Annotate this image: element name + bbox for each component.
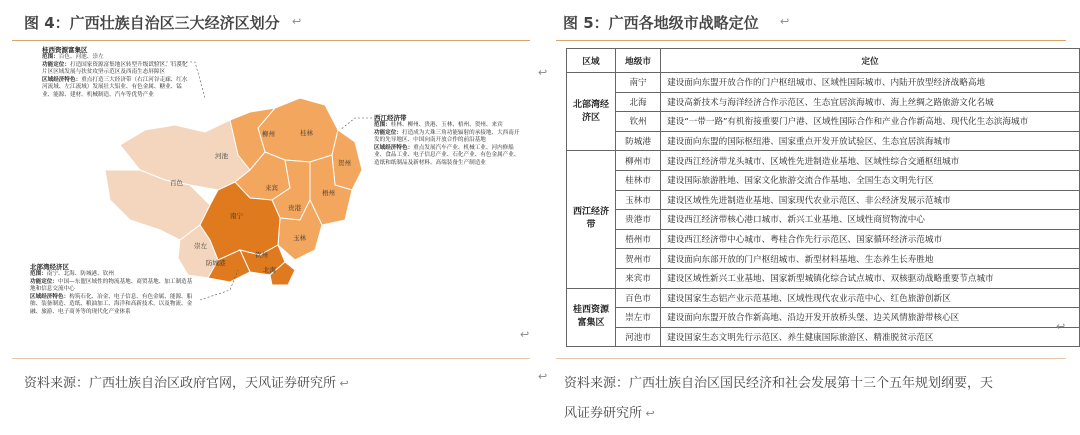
block-range-xijiang: 桂林、柳州、贵港、玉林、梧州、贺州、来宾 <box>390 122 503 128</box>
position-cell: 建设西江经济带核心港口城市、新兴工业基地、区域性商贸物流中心 <box>661 210 1080 230</box>
block-func-beibuwan: 中国—东盟区域性的物流基地、商贸基地、加工制造基地和信息交流中心 <box>30 278 193 293</box>
return-mark-icon: ↩ <box>538 370 548 383</box>
func-label: 功能定位： <box>42 61 70 68</box>
table-row <box>567 170 1080 190</box>
func-label: 功能定位： <box>30 278 58 285</box>
city-cell: 贺州市 <box>616 249 661 269</box>
strategy-table-wrap <box>566 48 1080 347</box>
city-cell: 崇左市 <box>616 308 661 328</box>
block-range-beibuwan: 南宁、北海、防城港、钦州 <box>46 271 114 277</box>
map-label-hechi: 河池 <box>215 152 228 160</box>
region-cell: 桂西资源富集区 <box>567 288 616 347</box>
figure5-title: 图 5：广西各地级市战略定位 <box>563 14 759 32</box>
text-block-guixi <box>42 45 192 100</box>
table-row <box>567 288 1080 308</box>
position-cell: 建设面向东盟的国际枢纽港、国家重点开发开放试验区、生态宜居滨海城市 <box>661 131 1080 151</box>
table-header-row <box>567 49 1080 73</box>
table-row <box>567 112 1080 132</box>
ind-label: 区域经济特色： <box>30 293 70 300</box>
position-cell: 建设西江经济带中心城市、粤桂合作先行示范区、国家循环经济示范城市 <box>661 229 1080 249</box>
figure4-source: 资料来源：广西壮族自治区政府官网，天风证券研究所 ↩ <box>24 376 349 391</box>
table-row <box>567 249 1080 269</box>
city-cell: 梧州市 <box>616 229 661 249</box>
block-func-xijiang: 打造成为大珠三角功能辐射的承接地、大西南开发的先导地区、中国向南开放合作的前沿基地 <box>374 129 520 144</box>
table-row <box>567 308 1080 328</box>
table-row <box>567 327 1080 347</box>
header-position: 定位 <box>661 49 1080 73</box>
figure5-source-line1: 资料来源：广西壮族自治区国民经济和社会发展第十三个五年规划纲要，天 <box>564 376 994 391</box>
block-ind-xijiang: 重点发展汽车产业、机械工业、河内修船业、食品工业、电子信息产业、石化产业、有色金属产业、造纸和纸制品及新材料、高端装备生产制造业 <box>374 144 520 166</box>
map-label-chongzuo: 崇左 <box>194 242 207 250</box>
table-row <box>567 190 1080 210</box>
return-mark-icon: ↩ <box>292 15 302 28</box>
map-label-laibin: 来宾 <box>265 184 278 192</box>
figure5-bottom-rule <box>556 358 1066 359</box>
city-cell: 钦州 <box>616 112 661 132</box>
map-label-qinzhou: 钦州 <box>255 251 268 259</box>
table-row <box>567 131 1080 151</box>
block-title-xijiang: 西江经济带 <box>374 114 407 122</box>
position-cell: 建设“一带一路”有机衔接重要门户港、区域性国际合作和产业合作新高地、现代化生态滨海城市 <box>661 112 1080 132</box>
figure5-source-line2: 风证券研究所 ↩ <box>564 406 655 421</box>
table-row <box>567 268 1080 288</box>
table-row <box>567 229 1080 249</box>
city-cell: 桂林市 <box>616 170 661 190</box>
position-cell: 建设国家生态铝产业示范基地、区域性现代农业示范中心、红色旅游创新区 <box>661 288 1080 308</box>
map-label-beihai: 北海 <box>263 266 276 274</box>
position-cell: 建设西江经济带龙头城市、区域性先进制造业基地、区域性综合交通枢纽城市 <box>661 151 1080 171</box>
city-cell: 河池市 <box>616 327 661 347</box>
func-label: 功能定位： <box>374 129 402 136</box>
text-block-xijiang <box>374 113 524 168</box>
position-cell: 建设区域性新兴工业基地、国家新型城镇化综合试点城市、双核驱动战略重要节点城市 <box>661 268 1080 288</box>
block-ind-beibuwan: 构筑石化、冶金、电子信息、有色金属、能源、船舶、装备制造、造纸、粮油加工、海洋和高新技术，以及物流、金融、旅游、电子商务等的现代化产业体系 <box>30 293 193 315</box>
range-label: 范围： <box>42 54 59 60</box>
map-label-yulin: 玉林 <box>293 234 306 242</box>
map-label-guilin: 桂林 <box>300 129 313 137</box>
header-region: 区域 <box>567 49 616 73</box>
range-label: 范围： <box>30 271 47 277</box>
map-label-hezhou: 贺州 <box>338 159 351 167</box>
region-cell: 北部湾经济区 <box>567 73 616 151</box>
city-cell: 贵港市 <box>616 210 661 230</box>
return-mark-icon: ↩ <box>520 328 530 341</box>
city-cell: 防城港 <box>616 131 661 151</box>
figure4-bottom-rule <box>12 358 530 359</box>
city-cell: 来宾市 <box>616 268 661 288</box>
header-city: 地级市 <box>616 49 661 73</box>
return-mark-icon: ↩ <box>780 15 790 28</box>
table-row <box>567 210 1080 230</box>
position-cell: 建设面向东盟开放合作新高地、沿边开发开放桥头堡、边关风情旅游带核心区 <box>661 308 1080 328</box>
table-row <box>567 73 1080 93</box>
table-row <box>567 151 1080 171</box>
position-cell: 建设面向东部开放的门户枢纽城市、新型材料基地、生态养生长寿胜地 <box>661 249 1080 269</box>
map-label-liuzhou: 柳州 <box>262 130 275 138</box>
block-range-guixi: 百色、河池、崇左 <box>58 54 104 60</box>
block-func-guixi: 打造国家资源富集地区转型升级试验区、石漠化片区区域发展与扶贫攻坚示范区及西南生态屏障区 <box>42 61 188 76</box>
position-cell: 建设高新技术与海洋经济合作示范区、生态宜居滨海城市、海上丝绸之路旅游文化名城 <box>661 92 1080 112</box>
position-cell: 建设区域性先进制造业基地、国家现代农业示范区、非公经济发展示范城市 <box>661 190 1080 210</box>
text-block-beibuwan <box>30 262 195 317</box>
return-mark-icon: ↩ <box>538 66 548 79</box>
region-cell: 西江经济带 <box>567 151 616 288</box>
block-title-beibuwan: 北部湾经济区 <box>30 263 69 271</box>
block-title-guixi: 桂西资源富集区 <box>42 46 88 54</box>
position-cell: 建设国家生态文明先行示范区、养生健康国际旅游区、精准脱贫示范区 <box>661 327 1080 347</box>
map-label-fangchenggang: 防城港 <box>206 259 226 267</box>
city-cell: 北海 <box>616 92 661 112</box>
map-label-guigang: 贵港 <box>288 204 301 212</box>
ind-label: 区域经济特色： <box>374 144 414 151</box>
table-row <box>567 92 1080 112</box>
map-label-nanning: 南宁 <box>230 212 243 220</box>
map-label-wuzhou: 梧州 <box>322 189 335 197</box>
position-cell: 建设国际旅游胜地、国家文化旅游交流合作基地、全国生态文明先行区 <box>661 170 1080 190</box>
block-ind-guixi: 重点打造三大经济带（右江河谷走廊、红水河流域、左江流域）发展壮大铝业、有色金属、糖业、锰业、能源、建材、机械制造、汽车等优势产业 <box>42 76 188 98</box>
ind-label: 区域经济特色： <box>42 76 82 83</box>
map-label-baise: 百色 <box>170 179 183 187</box>
city-cell: 南宁 <box>616 73 661 93</box>
city-cell: 玉林市 <box>616 190 661 210</box>
city-cell: 柳州市 <box>616 151 661 171</box>
range-label: 范围： <box>374 122 391 128</box>
position-cell: 建设面向东盟开放合作的门户枢纽城市、区域性国际城市、内陆开放型经济战略高地 <box>661 73 1080 93</box>
figure4-title: 图 4：广西壮族自治区三大经济区划分 <box>24 14 280 32</box>
figure5-top-rule <box>556 40 1066 41</box>
strategy-table <box>566 48 1080 347</box>
city-cell: 百色市 <box>616 288 661 308</box>
return-mark-icon: ↩ <box>1056 320 1066 333</box>
